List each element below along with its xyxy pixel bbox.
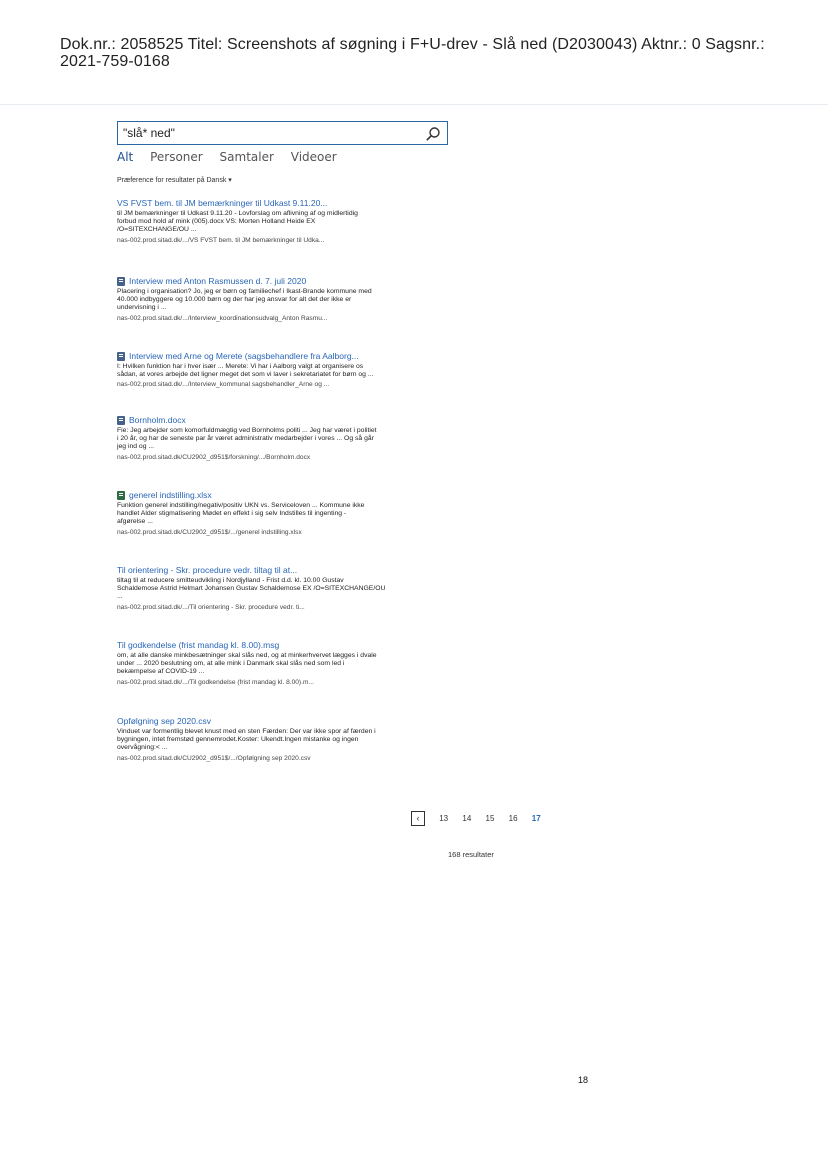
pagination [411,811,553,829]
search-icon[interactable] [425,126,441,142]
result-item [117,276,457,323]
result-title-link[interactable] [117,640,457,651]
search-box[interactable] [117,121,448,145]
page-link-14[interactable]: 14 [462,814,472,823]
divider [0,104,828,105]
result-title-text: Opfølgning sep 2020.csv [117,716,212,726]
document-page-number: 18 [578,1075,589,1085]
result-snippet: Vinduet var formentlig blevet knust med en sten Færden: Der var ikke spor af færden i bygningen, intet fremstød gennemrodet.Koster: Ukendt.Ingen mistanke og ingen overvågning:< ... [117,728,376,752]
page-link-current[interactable]: 17 [531,814,541,823]
result-path: nas-002.prod.sitad.dk/.../Interview_koordinationsudvalg_Anton Rasmu... [117,314,328,322]
result-path: nas-002.prod.sitad.dk/CU2902_d951$/.../Opfølgning sep 2020.csv [117,754,311,762]
tab-videoer[interactable]: Videoer [290,150,337,164]
result-item [117,716,457,763]
search-tabs [117,150,350,168]
previous-page-button[interactable]: ‹ [411,811,425,826]
page-link-15[interactable]: 15 [485,814,495,823]
result-item [117,198,457,245]
result-title-text: VS FVST bem. til JM bemærkninger til Udkast 9.11.20... [117,198,328,208]
result-title-link[interactable] [117,351,457,362]
document-header-line-2: 2021-759-0168 [60,53,170,70]
result-title-text: generel indstilling.xlsx [129,490,212,500]
result-path: nas-002.prod.sitad.dk/.../Til orientering - Skr. procedure vedr. ti... [117,603,305,611]
result-item [117,415,457,462]
result-title-link[interactable] [117,490,457,501]
result-title-text: Til orientering - Skr. procedure vedr. tiltag til at... [117,565,298,575]
document-header [60,36,800,70]
word-doc-icon [117,352,125,361]
page-link-13[interactable]: 13 [439,814,449,823]
result-path: nas-002.prod.sitad.dk/CU2902_d951$/forskning/.../Bornholm.docx [117,453,311,461]
result-title-link[interactable] [117,716,457,727]
result-snippet: Funktion generel indstilling/negativ/positiv UKN vs. Serviceloven ... Kommune ikke handlet Alder stigmatisering Mødet en effekt i sig selv Indstilles til ingenting - afgørelse ... [117,502,365,526]
word-doc-icon [117,277,125,286]
tab-alt[interactable]: Alt [117,150,134,164]
result-title-link[interactable] [117,415,457,426]
result-title-link[interactable] [117,198,457,209]
tab-samtaler[interactable]: Samtaler [219,150,274,164]
result-item [117,640,457,687]
result-title-link[interactable] [117,565,457,576]
result-snippet: Fie: Jeg arbejder som komorfuldmægtig ved Bornholms politi ... Jeg har været i politiet i 20 år, og har de seneste par år været administrativ medarbejder i vores ... Og så går jeg ind og ... [117,427,377,451]
result-title-link[interactable] [117,276,457,287]
result-snippet: I: Hvilken funktion har i hver især ... Merete: Vi har i Aalborg valgt at organisere os sådan, at vores arbejde det ligner meget det som vi laver i sekretariatet for børn og ... [117,363,374,379]
language-preference[interactable]: Præference for resultater på Dansk ▾ [117,177,232,184]
result-snippet: om, at alle danske minkbesætninger skal slås ned, og at minkerhvervet lægges i dvale under ... 2020 beslutning om, at alle mink i Danmark skal slås ned som led i bekæmpelse af COVID-19 ... [117,652,377,676]
result-path: nas-002.prod.sitad.dk/.../VS FVST bem. til JM bemærkninger til Udka... [117,236,325,244]
result-item [117,351,457,389]
result-snippet: Placering i organisation? Jo, jeg er børn og familiechef i Ikast-Brande kommune med 40.000 indbyggere og 10.000 børn og der har jeg ansvar for alt det der ikke er undervisning i ... [117,288,372,312]
word-doc-icon [117,416,125,425]
result-title-text: Til godkendelse (frist mandag kl. 8.00).msg [117,640,280,650]
result-item [117,490,457,537]
result-snippet: til JM bemærkninger til Udkast 9.11.20 - Lovforslag om aflivning af og midlertidig forbud mod hold af mink (005).docx VS: Morten Holland Heide EX /O=SITEXCHANGE/OU ... [117,210,358,234]
page-link-16[interactable]: 16 [508,814,518,823]
result-path: nas-002.prod.sitad.dk/CU2902_d951$/.../generel indstilling.xlsx [117,528,302,536]
result-title-text: Interview med Anton Rasmussen d. 7. juli 2020 [129,276,307,286]
result-snippet: tiltag til at reducere smitteudvikling i Nordjylland - Frist d.d. kl. 10.00 Gustav Schaldemose Astrid Helmart Johansen Gustav Schaldemose EX /O=SITEXCHANGE/OU ... [117,577,386,601]
result-title-text: Bornholm.docx [129,415,186,425]
result-item [117,565,457,612]
result-count: 168 resultater [448,850,494,859]
excel-icon [117,491,125,500]
result-path: nas-002.prod.sitad.dk/.../Interview_kommunal sagsbehandler_Arne og ... [117,381,330,389]
result-path: nas-002.prod.sitad.dk/.../Til godkendelse (frist mandag kl. 8.00).m... [117,678,314,686]
tab-personer[interactable]: Personer [150,150,203,164]
document-header-line-1: Dok.nr.: 2058525 Titel: Screenshots af søgning i F+U-drev - Slå ned (D2030043) Aktnr.: 0 Sagsnr.: [60,36,765,53]
result-title-text: Interview med Arne og Merete (sagsbehandlere fra Aalborg... [129,351,359,361]
search-input[interactable] [123,125,423,141]
